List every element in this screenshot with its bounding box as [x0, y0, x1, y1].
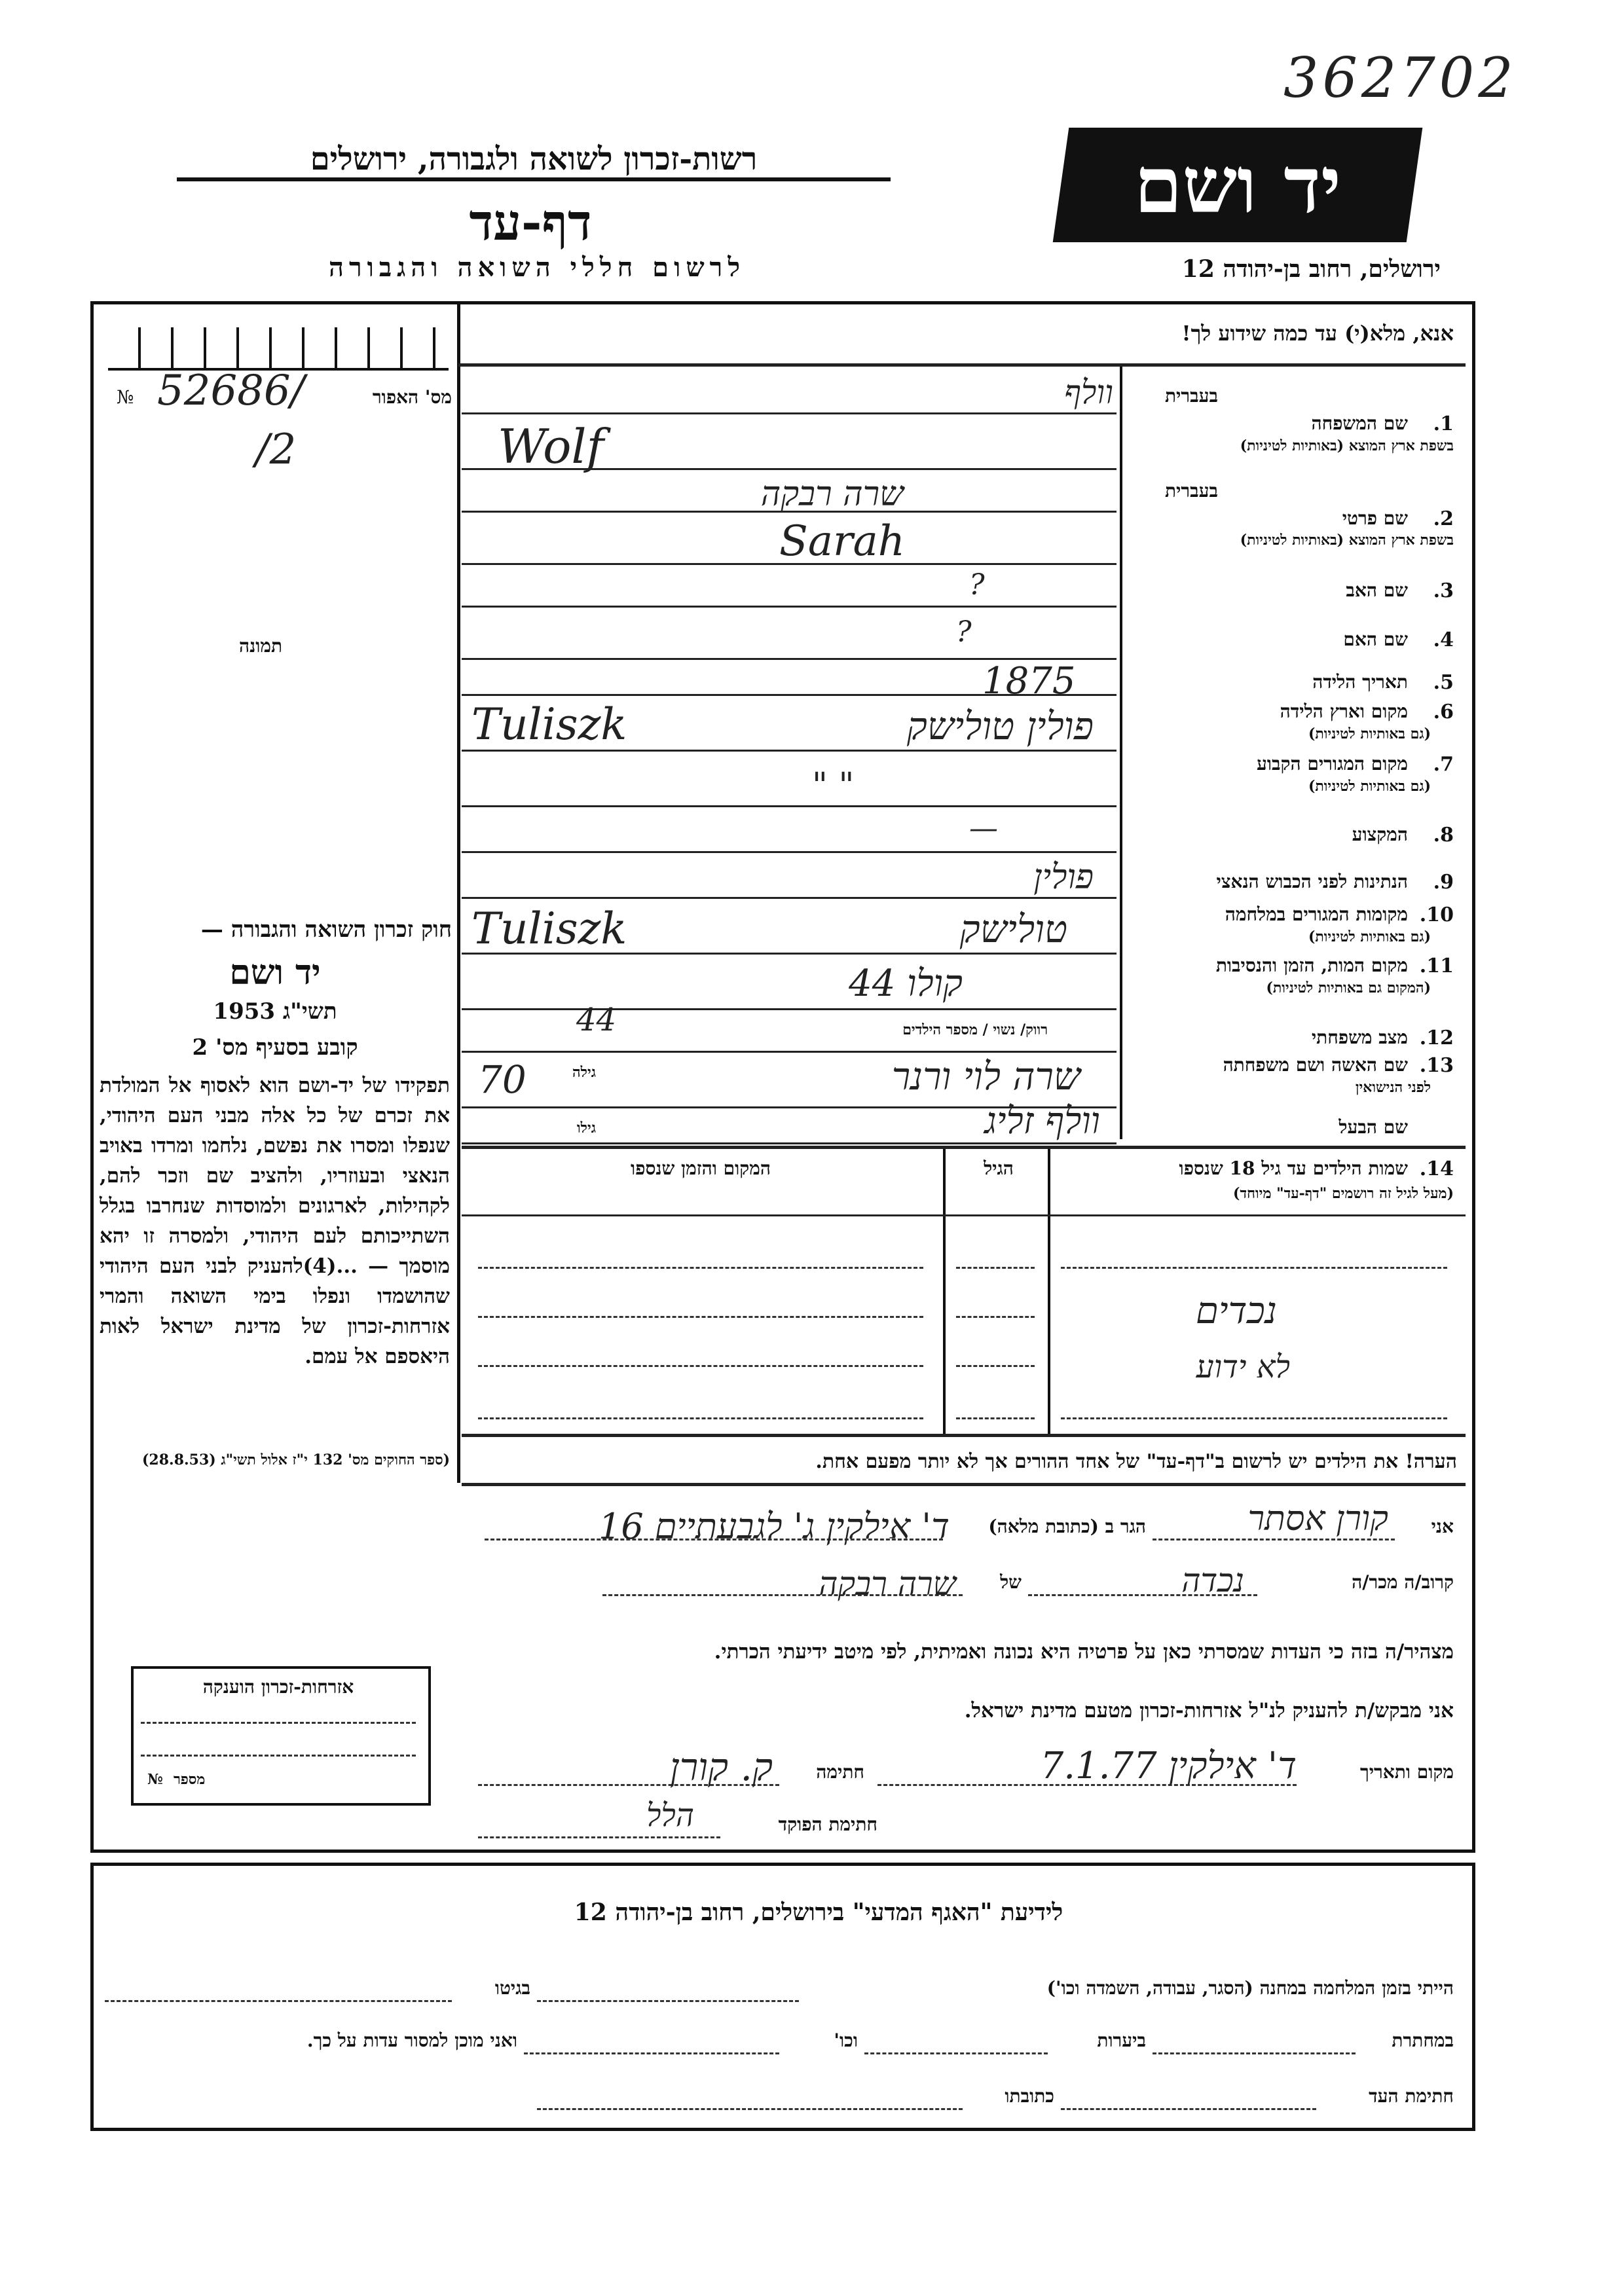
decl-of-value: שרה רבקה [819, 1565, 956, 1603]
field-label-3: שם האב [1346, 579, 1408, 601]
field-label-4: שם האם [1343, 629, 1408, 650]
value-line-7 [462, 805, 1116, 807]
value-surname-heb: וולף [1064, 373, 1113, 411]
field-num-2: 2. [1433, 507, 1454, 530]
field-label-husband: שם הבעל [1338, 1116, 1408, 1138]
children-name-line-2 [1061, 1417, 1447, 1419]
value-wartime-residence-heb: טולישק [959, 907, 1067, 951]
footer-line2-c: וכו' [834, 2030, 858, 2051]
law-year: תשי"ג 1953 [213, 998, 337, 1025]
law-name: יד ושם [229, 953, 321, 993]
decl-place-date-label: מקום ותאריך [1359, 1761, 1454, 1783]
children-row-line-3 [478, 1365, 923, 1367]
value-line-husband [462, 1142, 1116, 1144]
children-col-place: המקום והזמן שנספו [631, 1157, 771, 1179]
field-num-3: 3. [1433, 579, 1454, 602]
value-wife-age: 70 [478, 1057, 526, 1102]
field-num-5: 5. [1433, 671, 1454, 694]
decl-i-label: אני [1431, 1516, 1454, 1537]
photo-label: תמונה [239, 635, 283, 657]
children-entry-1: נכדים [1195, 1290, 1277, 1332]
field-note-2: בשפת ארץ המוצא (באותיות לטיניות) [1240, 532, 1454, 549]
field-num-7: 7. [1433, 753, 1454, 776]
value-nationality: פולין [1033, 858, 1094, 897]
field-num-8: 8. [1433, 824, 1454, 847]
yad-vashem-logo [1053, 128, 1423, 242]
children-col-divider-2 [943, 1149, 946, 1437]
decl-place-date-value: ד' אילקין 7.1.77 [1040, 1745, 1297, 1787]
law-title: חוק זכרון השואה והגבורה — [200, 917, 452, 943]
children-age-line-1 [956, 1267, 1035, 1269]
field-label-11: מקום המות, הזמן והנסיבות [1215, 955, 1408, 976]
intro-divider [458, 363, 1466, 367]
footer-line2-d: ואני מוכן למסור עדות על כך. [306, 2030, 517, 2051]
file-number-value: 52686/ [157, 367, 305, 415]
children-top-line [462, 1146, 1466, 1149]
value-firstname-heb: שרה רבקה [760, 475, 904, 514]
value-line-8 [462, 851, 1116, 853]
law-clause: קובע בסעיף מס' 2 [192, 1034, 358, 1061]
value-line-12 [462, 1051, 1116, 1053]
footer-line2-blank-1 [1153, 2052, 1356, 2054]
children-header-line [462, 1214, 1466, 1216]
form-subtitle: לרשום חללי השואה והגבורה [328, 252, 746, 283]
hebrew-label-2: בעברית [1164, 480, 1218, 501]
field-num-4: 4. [1433, 629, 1454, 651]
citizenship-line-2 [141, 1755, 416, 1757]
inline-label-marital: רווק/ נשוי / מספר הילדים [902, 1021, 1048, 1038]
footer-line1-blank-1 [537, 2000, 799, 2002]
decl-officer-line [478, 1836, 720, 1838]
field-label-12: מצב משפחתי [1311, 1027, 1408, 1048]
field-num-11: 11. [1419, 955, 1454, 977]
children-entry-2: לא ידוע [1196, 1349, 1290, 1385]
citizenship-number-label: מספר [174, 1771, 206, 1788]
value-wife-name: שרה לוי ורנר [891, 1054, 1080, 1099]
value-marital: 44 [576, 1002, 617, 1038]
children-col-age: הגיל [984, 1157, 1014, 1179]
footer-line3-blank-1 [1061, 2108, 1316, 2110]
value-line-6 [462, 750, 1116, 752]
footer-line3-a: חתימת העד [1369, 2085, 1454, 2107]
decl-i-value: קורן אסתר [1247, 1499, 1388, 1539]
file-number-symbol: № [117, 386, 134, 408]
children-note: (מעל לגיל זה רושמים "דף-עד" מיוחד) [1233, 1185, 1454, 1202]
law-source: (ספר החוקים מס' 132 י"ז אלול תשי"ג (28.8.53) [142, 1451, 450, 1468]
document-number: 362702 [1283, 46, 1517, 110]
hebrew-label-1: בעברית [1164, 385, 1218, 407]
decl-i-line [1153, 1539, 1395, 1540]
decl-relation-label: קרוב/ה מכר/ה [1352, 1571, 1454, 1593]
citizenship-box-title: אזרחות-זכרון הוענקה [202, 1676, 354, 1698]
note-bottom-line [462, 1483, 1466, 1486]
field-note-7: (גם באותיות לטיניות) [1308, 778, 1431, 795]
field-num-10: 10. [1419, 903, 1454, 926]
value-line-3 [462, 606, 1116, 608]
decl-of-label: של [1000, 1571, 1022, 1593]
footer-title: לידיעת "האגף המדעי" בירושלים, רחוב בן-יהודה 12 [574, 1899, 1063, 1926]
file-number-label: מס' האפור [372, 386, 452, 408]
value-line-1a [462, 412, 1116, 414]
intro-text: אנא, מלא(י) עד כמה שידוע לך! [1181, 321, 1454, 346]
field-label-9: הנתינות לפני הכבוש הנאצי [1216, 871, 1408, 892]
value-firstname: Sarah [779, 517, 905, 566]
labels-column-divider [1120, 367, 1122, 1139]
value-profession: — [969, 812, 998, 845]
children-age-line-3 [956, 1365, 1035, 1367]
value-line-11 [462, 1008, 1116, 1010]
decl-living-label: הגר ב (כתובת מלאה) [988, 1516, 1146, 1537]
field-label-6: מקום וארץ הלידה [1280, 701, 1408, 722]
field-num-12: 12. [1419, 1027, 1454, 1049]
footer-line2-blank-2 [864, 2052, 1048, 2054]
children-age-line-2 [956, 1316, 1035, 1318]
citizenship-symbol: № [147, 1771, 163, 1788]
field-num-13: 13. [1419, 1054, 1454, 1077]
children-name-line-1 [1061, 1267, 1447, 1269]
value-surname: Wolf [498, 419, 604, 474]
footer-line2-b: ביערות [1097, 2030, 1146, 2051]
value-death-place: קולו 44 [849, 962, 963, 1005]
authority-name: רשות-זכרון לשואה ולגבורה, ירושלים [177, 141, 891, 181]
field-note-10: (גם באותיות לטיניות) [1308, 928, 1431, 945]
file-number-ticks [108, 327, 449, 371]
value-birthdate: 1875 [982, 660, 1076, 702]
value-wartime-residence: Tuliszk [471, 903, 627, 954]
decl-signature-label: חתימה [816, 1761, 864, 1783]
children-label: שמות הילדים עד גיל 18 שנספו [1179, 1157, 1408, 1179]
value-residence: " " [812, 766, 855, 805]
children-row-line-2 [478, 1316, 923, 1318]
children-age-line-4 [956, 1417, 1035, 1419]
form-title: דף-עד [469, 193, 592, 251]
field-note-11: (המקום גם באותיות לטיניות) [1266, 979, 1431, 996]
value-line-9 [462, 897, 1116, 899]
header-address: ירושלים, רחוב בן-יהודה 12 [1181, 255, 1441, 283]
field-num-6: 6. [1433, 701, 1454, 723]
decl-request: אני מבקש/ת להעניק לנ"ל אזרחות-זכרון מטעם מדינת ישראל. [964, 1699, 1454, 1722]
logo-text: יד ושם [1134, 139, 1342, 230]
decl-officer-value: הלל [646, 1797, 694, 1834]
field-label-2: שם פרטי [1342, 507, 1408, 529]
note-text: הערה! את הילדים יש לרשום ב"דף-עד" של אחד ההורים אך לא יותר מפעם אחת. [815, 1450, 1457, 1473]
footer-line3-blank-2 [537, 2108, 963, 2110]
field-label-13: שם האשה ושם משפחתה [1223, 1054, 1408, 1076]
field-note-13: לפני הנישואין [1355, 1079, 1431, 1096]
footer-line1-a: הייתי בזמן המלחמה במחנה (הסגר, עבודה, השמדה וכו') [1046, 1977, 1454, 1999]
value-birthplace: Tuliszk [471, 699, 627, 750]
field-label-5: תאריך הלידה [1312, 671, 1408, 693]
children-row-line-4 [478, 1417, 923, 1419]
decl-officer-label: חתימת הפוקד [778, 1813, 877, 1835]
note-top-line [462, 1434, 1466, 1437]
value-birthplace-heb: פולין טולישק [906, 704, 1094, 748]
field-label-1: שם המשפחה [1311, 412, 1408, 434]
footer-line1-b: בגיטו [494, 1977, 530, 1999]
footer-line2-a: במחתרת [1392, 2030, 1454, 2051]
value-mother: ? [956, 615, 972, 649]
value-husband-name: וולף זליג [984, 1100, 1100, 1142]
decl-statement: מצהיר/ה בזה כי העדות שמסרתי כאן על פרטיה היא נכונה ואמיתית, לפי מיטב ידיעתי הכרתי. [714, 1640, 1454, 1664]
inline-label-wife-age: גילה [572, 1064, 596, 1081]
inline-label-husband-age: גילו [577, 1120, 596, 1137]
children-row-line-1 [478, 1267, 923, 1269]
children-num: 14. [1419, 1157, 1454, 1180]
field-note-1: בשפת ארץ המוצא (באותיות לטיניות) [1240, 437, 1454, 454]
citizenship-line-1 [141, 1722, 416, 1724]
footer-line3-b: כתובתו [1005, 2085, 1054, 2107]
children-col-divider-1 [1048, 1149, 1050, 1437]
decl-relation-value: נכדה [1181, 1561, 1244, 1599]
footer-line1-blank-2 [105, 2000, 452, 2002]
field-num-9: 9. [1433, 871, 1454, 894]
field-note-6: (גם באותיות לטיניות) [1308, 725, 1431, 742]
field-label-10: מקומות המגורים במלחמה [1225, 903, 1408, 925]
file-number-suffix: /2 [255, 426, 297, 474]
decl-signature-value: ק. קורן [669, 1745, 773, 1789]
field-num-1: 1. [1433, 412, 1454, 435]
decl-address-value: ד' אילקין ג' לגבעתיים 16 [598, 1506, 950, 1547]
field-label-8: המקצוע [1352, 824, 1408, 845]
footer-line2-blank-3 [524, 2052, 779, 2054]
law-text: תפקידו של יד-ושם הוא לאסוף אל המולדת את זכרם של כל אלה מבני העם היהודי, שנפלו ומסרו את נפשם, נלחמו ומרדו באויב הנאצי ובעוזריו, ולהציב שם וזכר להם, לקהילות, לארגונים ולמוסדות שנחרבו בגלל השתייכותם לעם היהודי, ולמסרה זו יהא מוסמך — ...(4)להעניק לבני העם היהודי שהושמדו ונפלו בימי השואה והמרי אזרחות-זכרון של מדינת ישראל לאות היאספם אל עמם. [100, 1074, 450, 1368]
field-label-7: מקום המגורים הקבוע [1257, 753, 1408, 774]
value-father: ? [969, 568, 985, 602]
